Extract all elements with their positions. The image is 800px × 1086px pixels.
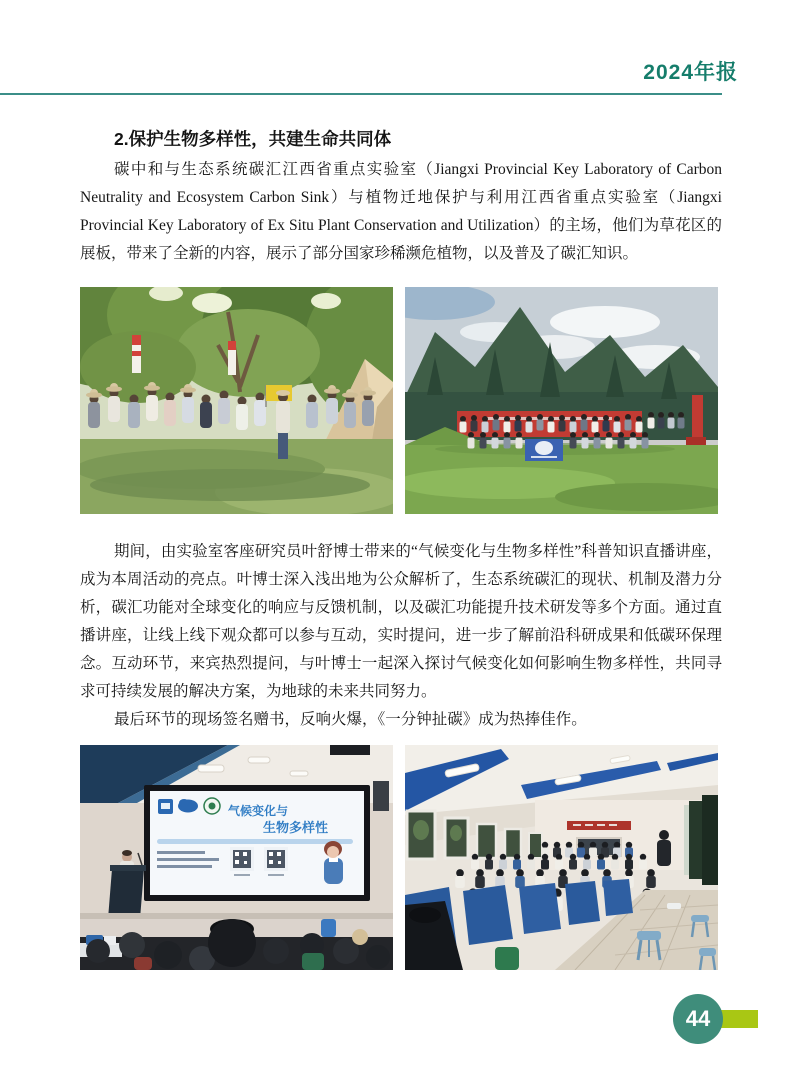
photo-row-bottom	[80, 745, 718, 970]
section-heading: 2.保护生物多样性，共建生命共同体	[114, 129, 392, 149]
paragraph-block-lecture	[80, 538, 722, 734]
paragraph-block-intro	[80, 156, 722, 268]
grass-field	[80, 439, 393, 514]
report-year-title: 2024年报	[643, 61, 738, 84]
photo-lecture-screen	[80, 745, 393, 970]
header-rule	[0, 93, 722, 95]
photo-group-photo	[405, 287, 718, 514]
projector-screen	[144, 785, 370, 901]
slide-title-line1: 气候变化与	[228, 804, 289, 818]
blue-flag	[525, 439, 563, 461]
paragraph-lecture: 期间，由实验室客座研究员叶舒博士带来的“气候变化与生物多样性”科普知识直播讲座，成为本周活动的亮点。叶博士深入浅出地为公众解析了，生态系统碳汇的现状、机制及潜力分析，碳汇功能对全球变化的响应与反馈机制，以及碳汇功能提升技术研发等多个方面。通过直播讲座，让线上线下观众都可以参与互动，实时提问，进一步了解前沿科研成果和低碳环保理念。互动环节，来宾热烈提问，与叶博士一起深入探讨气候变化如何影响生物多样性，共同寻求可持续发展的解决方案，为地球的未来共同努力。	[80, 543, 722, 700]
page-number-badge	[673, 994, 723, 1044]
paragraph-book-signing: 最后环节的现场签名赠书，反响火爆，《一分钟扯碳》成为热捧佳作。	[114, 711, 587, 728]
right-curtains	[684, 795, 718, 885]
cartoon-mascot	[324, 841, 343, 884]
slide-title-line2: 生物多样性	[263, 820, 329, 835]
page-number: 44	[685, 1006, 711, 1031]
photo-outdoor-guided-tour	[80, 287, 393, 514]
photo-row-top	[80, 287, 718, 514]
paragraph-labs-intro: 碳中和与生态系统碳汇江西省重点实验室（Jiangxi Provincial Key Laboratory of Carbon Neutrality and Ecosystem Carbon Sink）与植物迁地保护与利用江西省重点实验室（Jiangxi Provincial Key Laboratory of Ex Situ Plant Conservation and Utilization）的主场，他们为草花区的展板，带来了全新的内容，展示了部分国家珍稀濒危植物，以及普及了碳汇知识。	[80, 161, 722, 262]
photo-audience-hall	[405, 745, 718, 970]
